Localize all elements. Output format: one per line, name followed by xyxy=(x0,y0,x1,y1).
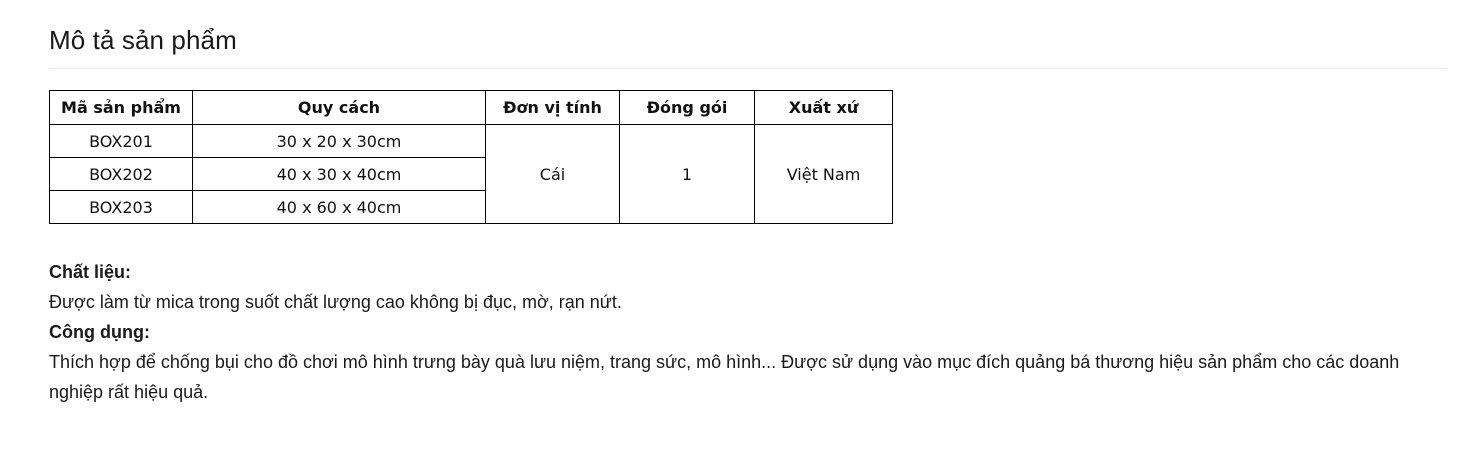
cell-product-code: BOX201 xyxy=(50,125,193,158)
cell-specification: 40 x 30 x 40cm xyxy=(193,158,486,191)
header-specification: Quy cách xyxy=(193,91,486,125)
product-details xyxy=(49,257,1449,407)
cell-origin: Việt Nam xyxy=(755,125,893,224)
cell-unit: Cái xyxy=(486,125,620,224)
product-spec-table xyxy=(49,90,893,224)
cell-product-code: BOX202 xyxy=(50,158,193,191)
cell-product-code: BOX203 xyxy=(50,191,193,224)
header-origin: Xuất xứ xyxy=(755,91,893,125)
title-divider xyxy=(49,68,1447,69)
table-row xyxy=(50,125,893,158)
header-unit: Đơn vị tính xyxy=(486,91,620,125)
usage-text: Thích hợp để chống bụi cho đồ chơi mô hình trưng bày quà lưu niệm, trang sức, mô hình... Được sử dụng vào mục đích quảng bá thương hiệu sản phẩm cho các doanh nghiệp rất hiệu quả. xyxy=(49,352,1400,402)
header-packing: Đóng gói xyxy=(620,91,755,125)
product-description-section xyxy=(49,0,1449,402)
cell-specification: 30 x 20 x 30cm xyxy=(193,125,486,158)
material-text: Được làm từ mica trong suốt chất lượng cao không bị đục, mờ, rạn nứt. xyxy=(49,292,622,312)
material-label: Chất liệu: xyxy=(49,262,132,282)
table-header-row xyxy=(50,91,893,125)
section-title: Mô tả sản phẩm xyxy=(49,25,237,55)
cell-specification: 40 x 60 x 40cm xyxy=(193,191,486,224)
cell-packing: 1 xyxy=(620,125,755,224)
header-product-code: Mã sản phẩm xyxy=(50,91,193,125)
usage-label: Công dụng: xyxy=(49,322,150,342)
